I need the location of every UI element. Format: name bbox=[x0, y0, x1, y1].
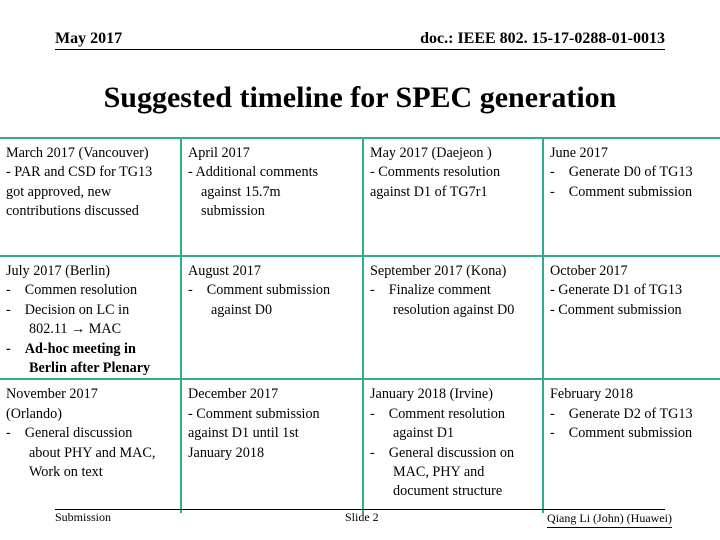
header-date: May 2017 bbox=[55, 30, 123, 47]
cell-june-2017 bbox=[543, 138, 720, 256]
bullet-dash: - bbox=[370, 444, 375, 461]
cell-line: - Generate D1 of TG13 bbox=[550, 282, 683, 299]
cell-line: January 2018 (Irvine) bbox=[370, 386, 493, 403]
cell-line: - Additional comments bbox=[188, 164, 319, 181]
cell-line: January 2018 bbox=[188, 444, 265, 461]
cell-line bbox=[370, 405, 538, 424]
cell-line: October 2017 bbox=[550, 263, 628, 279]
cell-line: against 15.7m bbox=[201, 183, 281, 200]
cell-march-2017 bbox=[0, 138, 181, 256]
cell-line bbox=[188, 281, 358, 300]
cell-line: - Comment submission bbox=[188, 405, 320, 422]
bullet-dash: - bbox=[370, 405, 375, 422]
cell-line: - Comment submission bbox=[550, 301, 682, 318]
cell-line: about PHY and MAC, bbox=[29, 444, 156, 461]
cell-september-2017 bbox=[363, 256, 543, 379]
cell-line: (Orlando) bbox=[6, 405, 62, 422]
cell-line: against D1 bbox=[393, 425, 455, 442]
cell-line: September 2017 (Kona) bbox=[370, 263, 507, 279]
cell-line bbox=[6, 424, 176, 443]
bullet-dash: - bbox=[550, 425, 555, 442]
cell-line bbox=[550, 183, 720, 202]
cell-line: August 2017 bbox=[188, 263, 261, 279]
cell-line: - PAR and CSD for TG13 bbox=[6, 164, 153, 181]
footer-author: Qiang Li (John) (Huawei) bbox=[547, 511, 672, 528]
cell-line: May 2017 (Daejeon ) bbox=[370, 145, 492, 161]
footer-submission: Submission bbox=[55, 510, 112, 524]
cell-december-2017 bbox=[181, 379, 363, 513]
bullet-text: Ad-hoc meeting in bbox=[24, 340, 136, 357]
bullet-text: Comment submission bbox=[206, 282, 331, 299]
cell-line: March 2017 (Vancouver) bbox=[6, 145, 149, 161]
cell-july-2017 bbox=[0, 256, 181, 379]
bullet-text: Finalize comment bbox=[388, 282, 491, 299]
cell-line bbox=[550, 405, 720, 424]
footer-slide-number: Slide 2 bbox=[345, 510, 379, 524]
cell-line bbox=[370, 281, 538, 300]
cell-line: document structure bbox=[393, 483, 503, 500]
bullet-text: General discussion bbox=[24, 425, 133, 442]
bullet-text: Decision on LC in bbox=[24, 301, 130, 318]
cell-january-2018 bbox=[363, 379, 543, 513]
cell-line: against D1 until 1st bbox=[188, 425, 299, 442]
cell-line: July 2017 (Berlin) bbox=[6, 263, 111, 279]
cell-line: November 2017 bbox=[6, 386, 98, 403]
cell-may-2017 bbox=[363, 138, 543, 256]
cell-november-2017 bbox=[0, 379, 181, 513]
cell-line bbox=[6, 281, 176, 300]
cell-line: resolution against D0 bbox=[393, 301, 515, 318]
cell-line bbox=[6, 320, 176, 339]
cell-line: Berlin after Plenary bbox=[29, 360, 151, 377]
cell-line bbox=[550, 424, 720, 443]
bullet-text: Generate D2 of TG13 bbox=[568, 405, 693, 422]
table-row bbox=[0, 256, 720, 379]
cell-line: April 2017 bbox=[188, 145, 250, 161]
cell-line: contributions discussed bbox=[6, 203, 139, 220]
cell-october-2017 bbox=[543, 256, 720, 379]
bullet-text: Comment submission bbox=[568, 425, 693, 442]
table-row bbox=[0, 138, 720, 256]
cell-line: December 2017 bbox=[188, 386, 279, 403]
cell-line: - Comments resolution bbox=[370, 164, 501, 181]
bullet-dash: - bbox=[6, 340, 11, 357]
header-rule bbox=[55, 49, 665, 50]
cell-line: submission bbox=[201, 203, 265, 220]
slide-title: Suggested timeline for SPEC generation bbox=[103, 81, 617, 114]
bullet-text: Generate D0 of TG13 bbox=[568, 164, 693, 181]
cell-line: MAC, PHY and bbox=[393, 464, 485, 481]
bullet-dash: - bbox=[6, 425, 11, 442]
cell-line bbox=[370, 444, 538, 463]
bullet-dash: - bbox=[6, 301, 11, 318]
bullet-dash: - bbox=[550, 183, 555, 200]
cell-line bbox=[550, 163, 720, 182]
cell-august-2017 bbox=[181, 256, 363, 379]
cell-line bbox=[6, 340, 176, 359]
bullet-text: MAC bbox=[88, 321, 122, 338]
bullet-text: Comment resolution bbox=[388, 405, 505, 422]
cell-line bbox=[6, 301, 176, 320]
cell-line: June 2017 bbox=[550, 145, 608, 161]
cell-line: against D1 of TG7r1 bbox=[370, 183, 488, 200]
bullet-text: Comment submission bbox=[568, 183, 693, 200]
right-arrow-icon: → bbox=[71, 321, 86, 338]
cell-line: Work on text bbox=[29, 464, 103, 481]
cell-april-2017 bbox=[181, 138, 363, 256]
cell-line: got approved, new bbox=[6, 183, 112, 200]
cell-line: February 2018 bbox=[550, 386, 634, 403]
bullet-text: 802.11 bbox=[29, 321, 68, 338]
bullet-dash: - bbox=[550, 164, 555, 181]
bullet-dash: - bbox=[188, 282, 193, 299]
header-doc-id: doc.: IEEE 802. 15-17-0288-01-0013 bbox=[420, 30, 665, 47]
bullet-text: General discussion on bbox=[388, 444, 515, 461]
cell-february-2018 bbox=[543, 379, 720, 513]
table-row bbox=[0, 379, 720, 513]
cell-line: against D0 bbox=[211, 301, 273, 318]
bullet-dash: - bbox=[370, 282, 375, 299]
bullet-dash: - bbox=[550, 405, 555, 422]
timeline-table bbox=[0, 137, 720, 513]
bullet-dash: - bbox=[6, 282, 11, 299]
bullet-text: Commen resolution bbox=[24, 282, 138, 299]
